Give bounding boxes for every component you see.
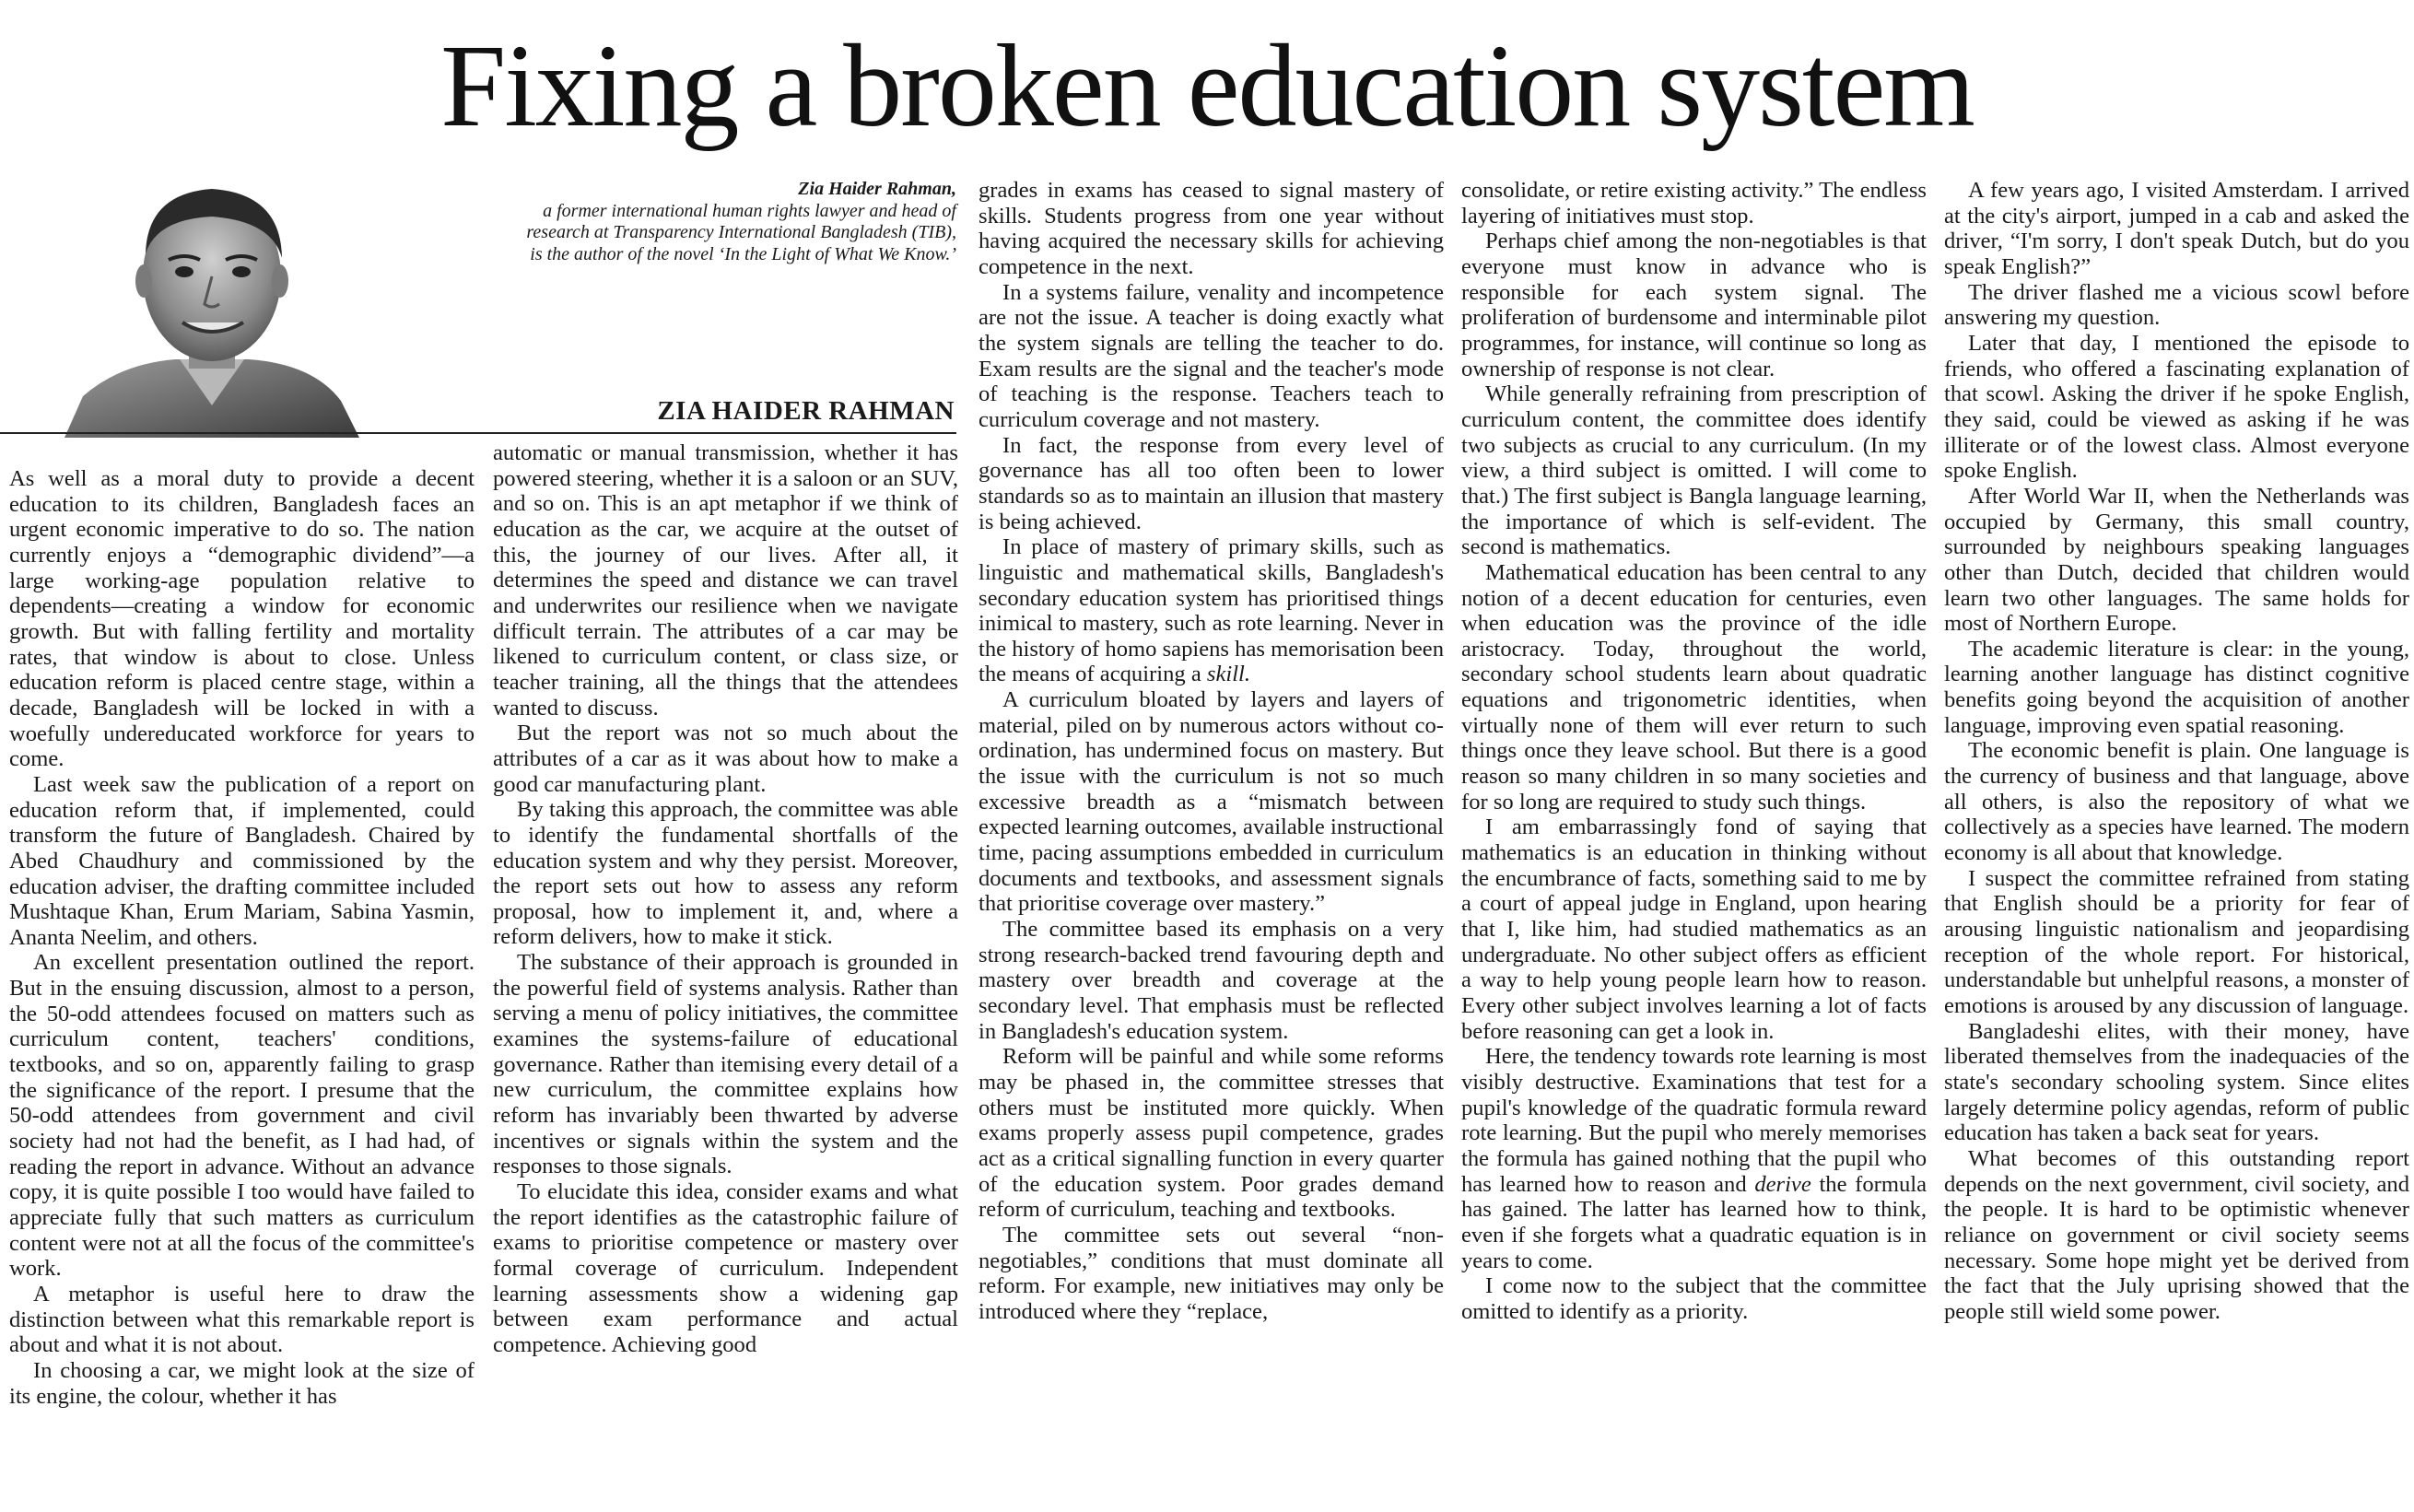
italic-word: skill.	[1206, 662, 1251, 687]
paragraph: Reform will be painful and while some reforms may be phased in, the committee stresses that others must be instituted more quickly. When exams properly assess pupil competence, grades act as a critical signalling function in every quarter of the education system. Poor grades demand reform of curriculum, teaching and textbooks.	[978, 1044, 1444, 1223]
paragraph: I am embarrassingly fond of saying that mathematics is an education in thinking without the encumbrance of facts, something said to me by a court of appeal judge in England, upon hearing that I, like him, had studied mathematics as an undergraduate. No other subject offers as efficient a way to help young people learn how to reason. Every other subject involves learning a lot of facts before reasoning can get a look in.	[1461, 815, 1927, 1044]
paragraph: After World War II, when the Netherlands was occupied by Germany, this small country, surrounded by neighbours speaking languages other than Dutch, decided that children would learn two other languages. The same holds for most of Northern Europe.	[1944, 483, 2409, 637]
paragraph-text: Here, the tendency towards rote learning is most visibly destructive. Examinations that test for a pupil's knowledge of the quadratic formula reward rote learning. But the pupil who merely memorises the formula has gained nothing that the pupil who has learned how to reason and	[1461, 1044, 1927, 1197]
paragraph: While generally refraining from prescription of curriculum content, the committee does identify two subjects as crucial to any curriculum. (In my view, a third subject is omitted. I will come to that.) The first subject is Bangla language learning, the importance of which is self-evident. The second is mathematics.	[1461, 381, 1927, 560]
italic-word: derive	[1754, 1171, 1811, 1197]
column-3	[978, 178, 1444, 1325]
paragraph	[1461, 1044, 1927, 1273]
paragraph: What becomes of this outstanding report depends on the next government, civil society, and the people. It is hard to be optimistic whenever reliance on government or civil society seems necessary. Some hope might yet be derived from the fact that the July uprising showed that the people still wield some power.	[1944, 1145, 2409, 1324]
author-portrait	[64, 175, 359, 438]
paragraph: In a systems failure, venality and incompetence are not the issue. A teacher is doing exactly what the system signals are telling the teacher to do. Exam results are the signal and the teacher's mode of teaching is the response. Teachers teach to curriculum coverage and not mastery.	[978, 279, 1444, 432]
paragraph: automatic or manual transmission, whether it has powered steering, whether it is a saloon or an SUV, and so on. This is an apt metaphor if we think of education as the car, we acquire at the outset of this, the journey of our lives. After all, it determines the speed and distance we can travel and underwrites our resilience when we navigate difficult terrain. The attributes of a car may be likened to curriculum content, or class size, or teacher training, all the things that the attendees wanted to discuss.	[493, 440, 958, 721]
paragraph: Last week saw the publication of a report on education reform that, if implemented, could transform the future of Bangladesh. Chaired by Abed Chaudhury and commissioned by the education adviser, the drafting committee included Mushtaque Khan, Erum Mariam, Sabina Yasmin, Ananta Neelim, and others.	[9, 771, 475, 950]
column-5	[1944, 178, 2409, 1325]
paragraph: A curriculum bloated by layers and layers of material, piled on by numerous actors without co-ordination, has undermined focus on mastery. But the issue with the curriculum is not so much excessive breadth as a “mismatch between expected learning outcomes, available instructional time, pacing assumptions embedded in curriculum documents and textbooks, and assessment signals that prioritise coverage over mastery.”	[978, 687, 1444, 917]
paragraph-text: the formula has gained. The latter has learned how to think, even if she forgets what a quadratic equation is in years to come.	[1461, 1171, 1927, 1273]
author-name: ZIA HAIDER RAHMAN	[657, 396, 955, 426]
paragraph-text: In place of mastery of primary skills, such as linguistic and mathematical skills, Bangladesh's secondary education system has prioritised things inimical to mastery, such as rote learning. Never in the history of homo sapiens has memorisation been the means of acquiring a	[978, 534, 1444, 687]
paragraph: As well as a moral duty to provide a decent education to its children, Bangladesh faces an urgent economic imperative to do so. The nation currently enjoys a “demographic dividend”—a large working-age population relative to dependents—creating a window for economic growth. But with falling fertility and mortality rates, that window is about to close. Unless education reform is placed centre stage, within a decade, Bangladesh will be locked in with a woefully undereducated workforce for years to come.	[9, 466, 475, 772]
paragraph: The economic benefit is plain. One language is the currency of business and that language, above all others, is also the repository of what we collectively as a species have learned. The modern economy is all about that knowledge.	[1944, 738, 2409, 866]
paragraph: A metaphor is useful here to draw the distinction between what this remarkable report is about and what it is not about.	[9, 1282, 475, 1358]
paragraph: The academic literature is clear: in the young, learning another language has distinct cognitive benefits going beyond the acquisition of another language, improving even spatial reasoning.	[1944, 636, 2409, 738]
paragraph: A few years ago, I visited Amsterdam. I arrived at the city's airport, jumped in a cab and asked the driver, “I'm sorry, I don't speak Dutch, but do you speak English?”	[1944, 178, 2409, 279]
paragraph: In choosing a car, we might look at the size of its engine, the colour, whether it has	[9, 1357, 475, 1409]
paragraph: Bangladeshi elites, with their money, have liberated themselves from the inadequacies of the state's secondary schooling system. Since elites largely determine policy agendas, reform of public education has taken a back seat for years.	[1944, 1018, 2409, 1146]
author-bio-text: a former international human rights lawyer and head of research at Transparency International Bangladesh (TIB), is the author of the novel ‘In the Light of What We Know.’	[526, 200, 956, 264]
author-bio	[516, 179, 956, 265]
paragraph: The driver flashed me a vicious scowl before answering my question.	[1944, 279, 2409, 331]
paragraph: Mathematical education has been central to any notion of a decent education for centuries, even when education was the province of the idle aristocracy. Today, throughout the world, secondary school students learn about quadratic equations and trigonometric identities, when virtually none of them will ever return to such things once they leave school. But there is a good reason so many children in so many societies and for so long are required to study such things.	[1461, 559, 1927, 815]
paragraph: Later that day, I mentioned the episode to friends, who offered a fascinating explanation of that scowl. Asking the driver if he spoke English, they said, could be viewed as asking if he was illiterate or of the lowest class. Almost everyone spoke English.	[1944, 330, 2409, 484]
paragraph	[978, 534, 1444, 687]
paragraph: I come now to the subject that the committee omitted to identify as a priority.	[1461, 1273, 1927, 1324]
paragraph: The committee based its emphasis on a very strong research-backed trend favouring depth and mastery over breadth and coverage at the secondary level. That emphasis must be reflected in Bangladesh's education system.	[978, 917, 1444, 1044]
paragraph: By taking this approach, the committee was able to identify the fundamental shortfalls of the education system and why they persist. Moreover, the report sets out how to assess any reform proposal, how to implement it, and, where a reform delivers, how to make it stick.	[493, 797, 958, 950]
paragraph: An excellent presentation outlined the report. But in the ensuing discussion, almost to a person, the 50-odd attendees focused on matters such as curriculum content, teachers' conditions, textbooks, and so on, apparently failing to grasp the significance of the report. I presume that the 50-odd attendees from government and civil society had not had the benefit, as I had had, of reading the report in advance. Without an advance copy, it is quite possible I too would have failed to appreciate fully that such matters as curriculum content were not at all the focus of the committee's work.	[9, 950, 475, 1282]
column-4	[1461, 178, 1927, 1325]
paragraph: The substance of their approach is grounded in the powerful field of systems analysis. Rather than serving a menu of policy initiatives, the committee examines the systems-failure of educational governance. Rather than itemising every detail of a new curriculum, the committee explains how reform has invariably been thwarted by adverse incentives or signals within the system and the responses to those signals.	[493, 950, 958, 1179]
column-2	[493, 440, 958, 1358]
paragraph: But the report was not so much about the attributes of a car as it was about how to make a good car manufacturing plant.	[493, 721, 958, 797]
paragraph: Perhaps chief among the non-negotiables is that everyone must know in advance who is responsible for each system signal. The proliferation of burdensome and interminable pilot programmes, for instance, will continue so long as ownership of response is not clear.	[1461, 229, 1927, 381]
headline: Fixing a broken education system	[440, 20, 1974, 151]
paragraph: consolidate, or retire existing activity.” The endless layering of initiatives must stop.	[1461, 178, 1927, 229]
paragraph: In fact, the response from every level of governance has all too often been to lower standards so as to maintain an illusion that mastery is being achieved.	[978, 432, 1444, 534]
author-rule	[0, 432, 956, 434]
paragraph: To elucidate this idea, consider exams and what the report identifies as the catastrophic failure of exams to prioritise competence or mastery over formal coverage of curriculum. Independent learning assessments show a widening gap between exam performance and actual competence. Achieving good	[493, 1179, 958, 1357]
column-1	[9, 466, 475, 1409]
paragraph: The committee sets out several “non-negotiables,” conditions that must dominate all reform. For example, new initiatives may only be introduced where they “replace,	[978, 1222, 1444, 1324]
author-bio-name: Zia Haider Rahman,	[798, 179, 956, 199]
paragraph: grades in exams has ceased to signal mastery of skills. Students progress from one year without having acquired the necessary skills for achieving competence in the next.	[978, 178, 1444, 279]
paragraph: I suspect the committee refrained from stating that English should be a priority for fear of arousing linguistic nationalism and jeopardising reception of the whole report. For historical, understandable but unhelpful reasons, a monster of emotions is aroused by any discussion of language.	[1944, 865, 2409, 1018]
